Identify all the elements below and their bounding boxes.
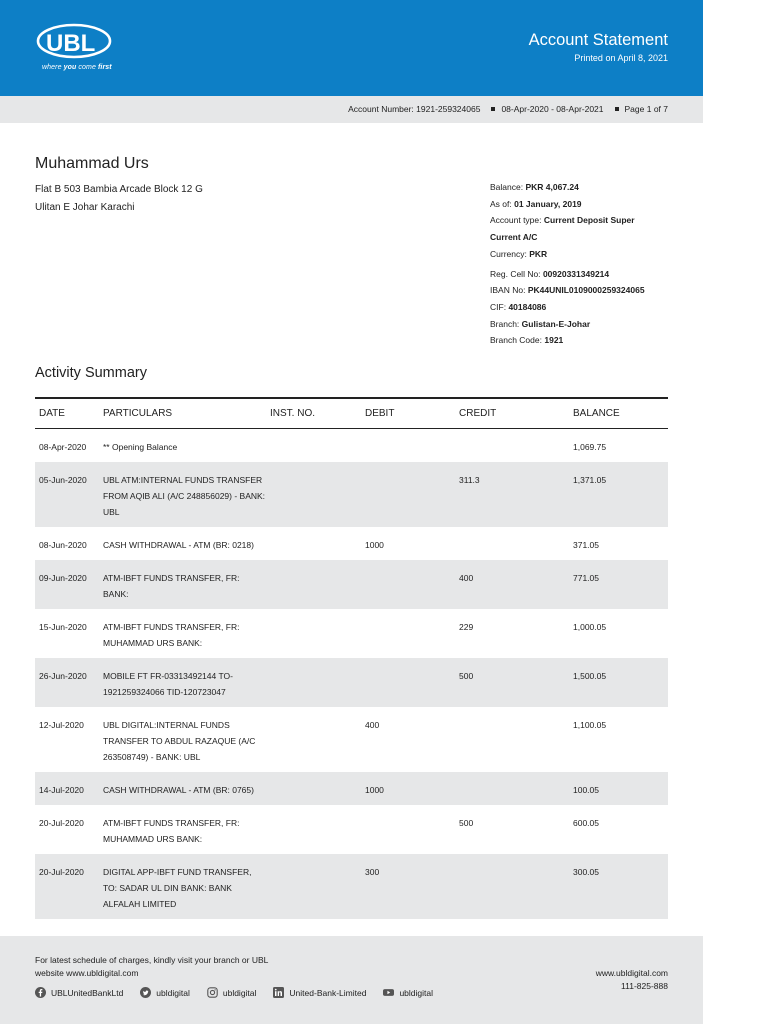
cell-balance: 1,100.05: [573, 719, 607, 730]
cell-inst-no: [266, 658, 361, 707]
cell-credit: 400: [455, 560, 569, 609]
table-row: [35, 854, 668, 919]
col-debit: DEBIT: [361, 398, 455, 428]
footer-contact: [596, 967, 668, 992]
cell-inst-no: [266, 772, 361, 805]
table-row: [35, 462, 668, 527]
cell-balance: 1,500.05: [569, 658, 668, 707]
page-indicator: Page 1 of 7: [624, 104, 668, 114]
cell-balance: 1,000.05: [573, 621, 607, 632]
cell-credit: [455, 428, 569, 462]
cell-debit: 1000: [365, 539, 384, 550]
header-banner: [0, 0, 703, 96]
table-row: [35, 609, 668, 658]
iban-line: IBAN No: PK44UNIL0109000259324065: [490, 285, 645, 296]
cell-date: 20-Jul-2020: [35, 854, 99, 919]
cell-credit: 500: [455, 658, 569, 707]
account-details: [490, 179, 680, 349]
cell-inst-no: [266, 609, 361, 658]
social-twitter[interactable]: ubldigital: [140, 987, 190, 998]
col-date: DATE: [35, 398, 99, 428]
cell-balance: 600.05: [573, 817, 599, 828]
facebook-icon: [35, 987, 46, 998]
table-row: [35, 658, 668, 707]
cell-debit: 300: [361, 854, 455, 919]
currency-line: Currency: PKR: [490, 248, 548, 259]
cif-line: CIF: 40184086: [490, 301, 547, 312]
footer-website[interactable]: www.ubldigital.com: [595, 968, 668, 978]
cell-inst-no: [266, 805, 361, 854]
table-row: [35, 428, 668, 462]
col-inst-no: INST. NO.: [266, 398, 361, 428]
charges-note: For latest schedule of charges, kindly visit your branch or UBL website www.ubldigital.com: [35, 955, 269, 978]
statement-period: 08-Apr-2020 - 08-Apr-2021: [501, 104, 604, 114]
cell-date: 26-Jun-2020: [35, 658, 99, 707]
cell-particulars: UBL ATM:INTERNAL FUNDS TRANSFER FROM AQIB ALI (A/C 248856029) - BANK: UBL: [99, 462, 266, 527]
cell-particulars: CASH WITHDRAWAL - ATM (BR: 0765): [99, 772, 266, 805]
cell-line: Reg. Cell No: 00920331349214: [490, 268, 610, 279]
cell-particulars: ATM-IBFT FUNDS TRANSFER, FR: MUHAMMAD URS BANK:: [103, 817, 240, 844]
col-balance: BALANCE: [569, 398, 668, 428]
cell-balance: 771.05: [569, 560, 668, 609]
cell-debit: [361, 462, 455, 527]
cell-debit: [361, 609, 455, 658]
cell-date: 20-Jul-2020: [39, 817, 84, 828]
document-title: Account Statement: [528, 31, 668, 49]
cell-date: 05-Jun-2020: [35, 462, 99, 527]
col-particulars: PARTICULARS: [99, 398, 266, 428]
cell-date: 15-Jun-2020: [39, 621, 87, 632]
social-linkedin[interactable]: United-Bank-Limited: [273, 987, 366, 998]
cell-debit: [361, 428, 455, 462]
balance-line: Balance: PKR 4,067.24: [490, 182, 579, 192]
cell-balance: 1,069.75: [573, 441, 607, 452]
cell-debit: [361, 560, 455, 609]
social-instagram[interactable]: ubldigital: [207, 987, 257, 998]
cell-balance: 371.05: [573, 539, 599, 550]
cell-credit: [455, 527, 569, 560]
social-links: [35, 987, 450, 998]
brand-tagline: where you come first: [42, 64, 112, 71]
account-number: Account Number: 1921-259324065: [348, 104, 481, 114]
cell-inst-no: [266, 527, 361, 560]
cell-particulars: DIGITAL APP-IBFT FUND TRANSFER, TO: SADAR UL DIN BANK: BANK ALFALAH LIMITED: [99, 854, 266, 919]
activity-summary-title: Activity Summary: [35, 365, 147, 381]
cell-debit: [361, 805, 455, 854]
cell-credit: 500: [459, 817, 474, 828]
table-row: [35, 527, 668, 560]
social-facebook[interactable]: UBLUnitedBankLtd: [35, 987, 123, 998]
cell-balance: 100.05: [569, 772, 668, 805]
instagram-icon: [207, 987, 218, 998]
cell-date: 14-Jul-2020: [35, 772, 99, 805]
cell-particulars: ATM-IBFT FUNDS TRANSFER, FR: MUHAMMAD URS BANK:: [103, 621, 240, 648]
cell-inst-no: [266, 707, 361, 772]
account-meta-bar: [0, 96, 703, 123]
cell-particulars: ATM-IBFT FUNDS TRANSFER, FR: BANK:: [99, 560, 266, 609]
cell-particulars: ** Opening Balance: [103, 441, 178, 452]
customer-name: Muhammad Urs: [35, 155, 149, 172]
cell-debit: 1000: [361, 772, 455, 805]
table-header-row: [35, 398, 668, 428]
cell-date: 12-Jul-2020: [39, 719, 84, 730]
cell-credit: [455, 854, 569, 919]
customer-address: Flat B 503 Bambia Arcade Block 12 G Ulitan E Johar Karachi: [35, 184, 203, 213]
cell-inst-no: [266, 854, 361, 919]
cell-balance: 300.05: [569, 854, 668, 919]
branch-line: Branch: Gulistan-E-Johar: [490, 318, 591, 329]
bullet-icon: [615, 107, 619, 111]
cell-credit: 229: [459, 621, 474, 632]
cell-balance: 1,371.05: [569, 462, 668, 527]
linkedin-icon: [273, 987, 284, 998]
cell-inst-no: [266, 428, 361, 462]
cell-date: 09-Jun-2020: [35, 560, 99, 609]
footer-phone: 111-825-888: [621, 980, 668, 991]
social-youtube[interactable]: ubldigital: [383, 987, 433, 998]
as-of-line: As of: 01 January, 2019: [490, 198, 582, 209]
account-type-line: Account type: Current Deposit Super: [490, 215, 635, 226]
cell-debit: 400: [365, 719, 380, 730]
table-row: [35, 805, 668, 854]
col-credit: CREDIT: [455, 398, 569, 428]
printed-date: Printed on April 8, 2021: [574, 53, 668, 63]
table-row: [35, 707, 668, 772]
cell-credit: 311.3: [455, 462, 569, 527]
twitter-icon: [140, 987, 151, 998]
table-row: [35, 772, 668, 805]
cell-particulars: MOBILE FT FR-03313492144 TO-1921259324066 TID-120723047: [99, 658, 266, 707]
cell-inst-no: [266, 560, 361, 609]
cell-debit: [361, 658, 455, 707]
cell-particulars: UBL DIGITAL:INTERNAL FUNDS TRANSFER TO ABDUL RAZAQUE (A/C 263508749) - BANK: UBL: [103, 719, 256, 762]
cell-date: 08-Apr-2020: [39, 441, 87, 452]
table-row: [35, 560, 668, 609]
cell-particulars: CASH WITHDRAWAL - ATM (BR: 0218): [103, 539, 254, 550]
account-type-line-2: Current A/C: [490, 232, 538, 243]
bullet-icon: [491, 107, 495, 111]
cell-credit: [455, 772, 569, 805]
branch-code-line: Branch Code: 1921: [490, 335, 564, 346]
cell-credit: [455, 707, 569, 772]
svg-text:UBL: UBL: [46, 30, 96, 57]
footer: [0, 936, 703, 1024]
cell-inst-no: [266, 462, 361, 527]
cell-date: 08-Jun-2020: [39, 539, 87, 550]
youtube-icon: [383, 987, 394, 998]
activity-table: [35, 397, 668, 919]
